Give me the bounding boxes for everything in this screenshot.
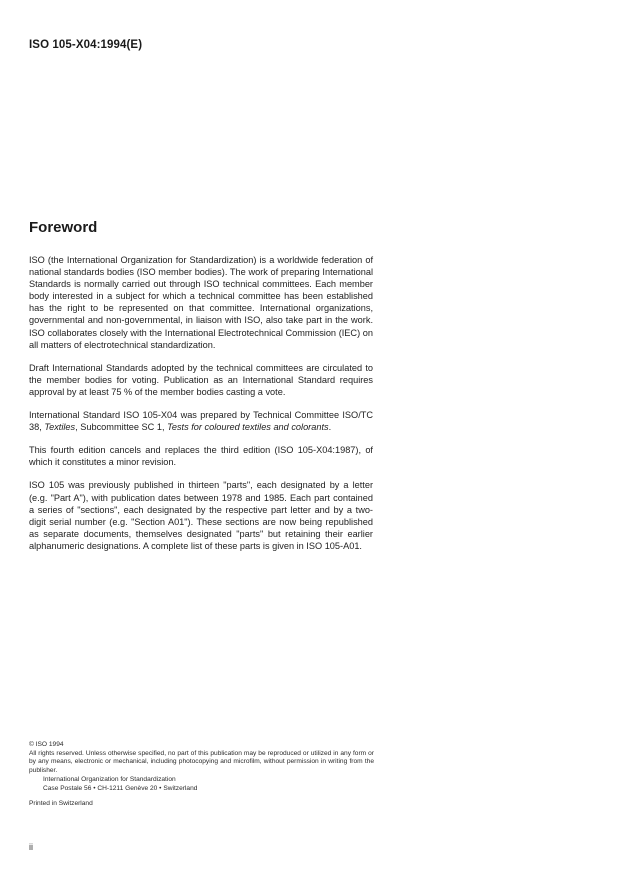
- foreword-paragraph-4: This fourth edition cancels and replaces the third edition (ISO 105-X04:1987), of which it constitutes a minor revision.: [29, 445, 373, 468]
- copyright-line: © ISO 1994: [29, 741, 64, 748]
- publisher-name: International Organization for Standardization: [43, 776, 176, 784]
- rights-statement: All rights reserved. Unless otherwise specified, no part of this publication may be reproduced or utilized in any form or by any means, electronic or mechanical, including photocopying and microfilm, without permission in writing from the publisher.: [29, 749, 374, 774]
- foreword-paragraph-1: ISO (the International Organization for Standardization) is a worldwide federation of national standards bodies (ISO member bodies). The work of preparing International Standards is normally carried out through ISO technical committees. Each member body interested in a subject for which a technical committee has been established has the right to be represented on that committee. International organizations, governmental and non-governmental, in liaison with ISO, also take part in the work. ISO collaborates closely with the International Electrotechnical Commission (IEC) on all matters of electrotechnical standardization.: [29, 255, 373, 350]
- page-number: ii: [29, 842, 33, 852]
- foreword-paragraph-3: [29, 409, 373, 433]
- p3-subcommittee-title: Tests for coloured textiles and colorants: [167, 422, 329, 433]
- p3-committee-title: Textiles: [44, 422, 76, 433]
- foreword-heading: Foreword: [29, 219, 98, 236]
- p3-text-e: .: [328, 422, 332, 433]
- p3-text-a: International Standard ISO 105-X04 was prepared by Technical Committee ISO/TC 38,: [29, 410, 373, 433]
- p3-text-c: , Subcommittee SC 1,: [75, 422, 168, 433]
- foreword-paragraph-5: ISO 105 was previously published in thirteen "parts", each designated by a letter (e.g. "Part A"), with publication dates between 1978 and 1985. Each part contained a series of "sections", each designated by the respective part letter and by a two-digit serial number (e.g. "Section A01"). These sections are now being republished as separate documents, themselves designated "parts" but retaining their earlier alphanumeric designations. A complete list of these parts is given in ISO 105-A01.: [29, 480, 373, 551]
- copyright-block: [29, 741, 374, 808]
- publisher-address: [29, 776, 374, 793]
- foreword-body: [29, 254, 373, 563]
- foreword-paragraph-2: Draft International Standards adopted by the technical committees are circulated to the member bodies for voting. Publication as an International Standard requires approval by at least 75 % of the member bodies casting a vote.: [29, 362, 373, 397]
- printed-in: Printed in Switzerland: [29, 799, 93, 807]
- publisher-postal-address: Case Postale 56 • CH-1211 Genève 20 • Switzerland: [43, 784, 198, 792]
- document-identifier: ISO 105-X04:1994(E): [29, 39, 143, 51]
